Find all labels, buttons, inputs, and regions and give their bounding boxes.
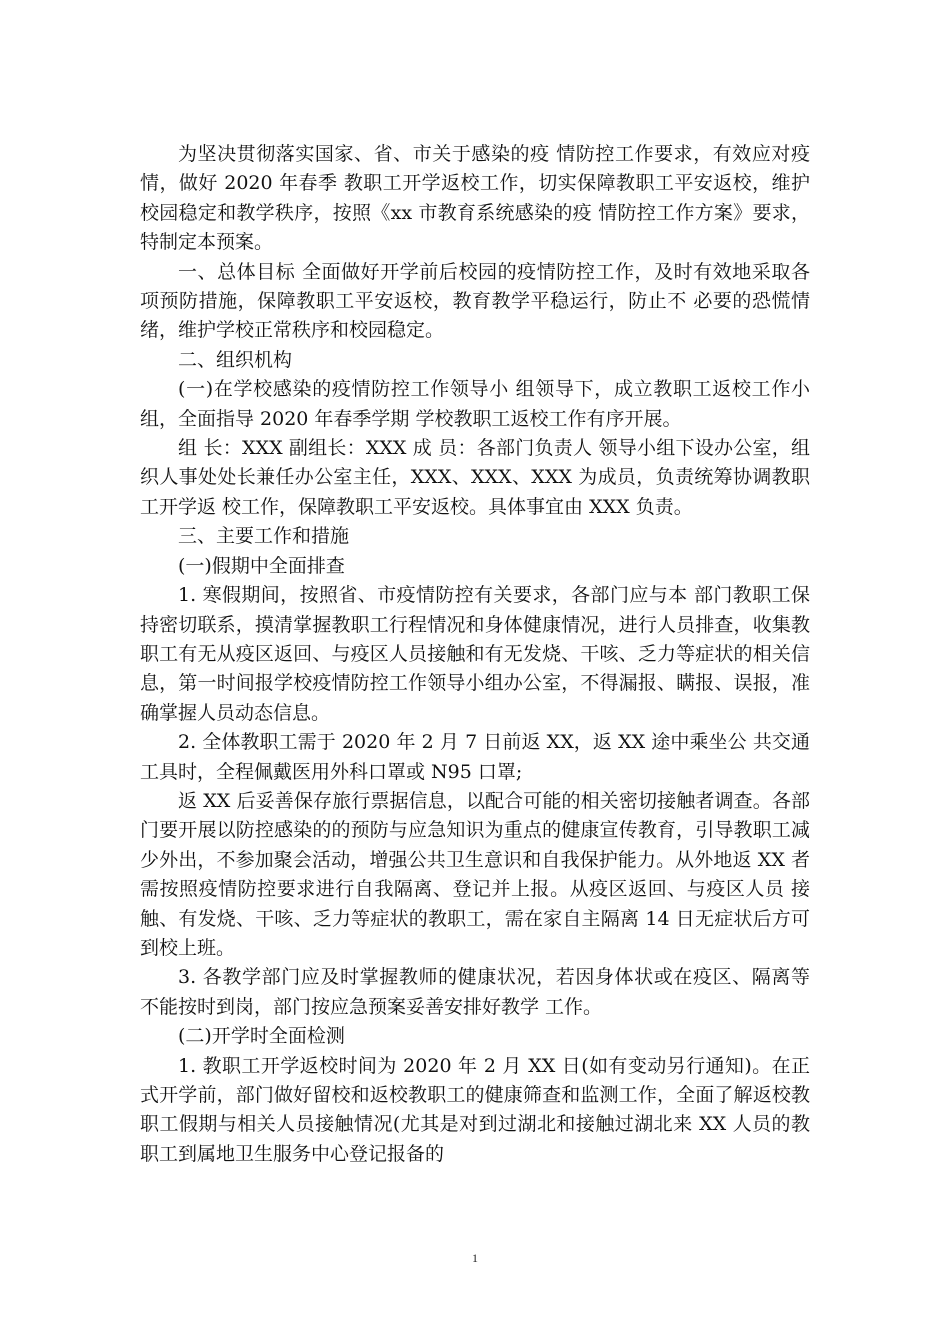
paragraph-item-1: 1. 寒假期间，按照省、市疫情防控有关要求，各部门应与本 部门教职工保持密切联系，摸清掌握教职工行程情况和身体健康情况，进行人员排查，收集教职工有无从疫区返回、与疫区人员接触和有无发烧、干咳、乏力等症状的相关信息，第一时间报学校疫情防控工作领导小组办公室，不得漏报、瞒报、误报，准确掌握人员动态信息。 bbox=[140, 584, 810, 724]
paragraph-school-start-item-1: 1. 教职工开学返校时间为 2020 年 2 月 XX 日(如有变动另行通知)。在正式开学前，部门做好留校和返校教职工的健康筛查和监测工作，全面了解返校教职工假期与相关人员接触情况(尤其是对到过湖北和接触过湖北来 XX 人员的教职工到属地卫生服务中心登记报备的 bbox=[140, 1054, 810, 1165]
section-heading-measures: 三、主要工作和措施 bbox=[178, 525, 350, 548]
document-body bbox=[140, 140, 810, 1169]
paragraph-overall-goal: 一、总体目标 全面做好开学前后校园的疫情防控工作，及时有效地采取各 项预防措施，保障教职工平安返校，教育教学平稳运行，防止不 必要的恐慌情绪，维护学校正常秩序和校园稳定。 bbox=[140, 260, 810, 342]
subsection-heading-school-start-check: (二)开学时全面检测 bbox=[178, 1025, 345, 1048]
subsection-heading-vacation-check: (一)假期中全面排查 bbox=[178, 554, 345, 577]
paragraph-item-3: 3. 各教学部门应及时掌握教师的健康状况，若因身体状或在疫区、隔离等不能按时到岗，部门按应急预案妥善安排好教学 工作。 bbox=[140, 966, 810, 1018]
section-heading-organization: 二、组织机构 bbox=[178, 348, 293, 371]
paragraph-team-members: 组 长：XXX 副组长：XXX 成 员：各部门负责人 领导小组下设办公室，组织人事处处长兼任办公室主任，XXX、XXX、XXX 为成员，负责统筹协调教职工开学返 校工作，保障教职工平安返校。具体事宜由 XXX 负责。 bbox=[140, 437, 810, 518]
paragraph-return-notes: 返 XX 后妥善保存旅行票据信息，以配合可能的相关密切接触者调查。各部门要开展以防控感染的的预防与应急知识为重点的健康宣传教育，引导教职工减少外出，不参加聚会活动，增强公共卫生意识和自我保护能力。从外地返 XX 者需按照疫情防控要求进行自我隔离、登记并上报。从疫区返回、与疫区人员 接触、有发烧、干咳、乏力等症状的教职工，需在家自主隔离 14 日无症状后方可到校上班。 bbox=[140, 789, 810, 959]
paragraph-intro: 为坚决贯彻落实国家、省、市关于感染的疫 情防控工作要求，有效应对疫情，做好 2020 年春季 教职工开学返校工作，切实保障教职工平安返校，维护校园稳定和教学秩序，按照《xx 市教育系统感染的疫 情防控工作方案》要求，特制定本预案。 bbox=[140, 143, 810, 254]
page-number: 1 bbox=[472, 1251, 478, 1265]
paragraph-organization-1: (一)在学校感染的疫情防控工作领导小 组领导下，成立教职工返校工作小组，全面指导 2020 年春季学期 学校教职工返校工作有序开展。 bbox=[140, 378, 810, 430]
paragraph-item-2: 2. 全体教职工需于 2020 年 2 月 7 日前返 XX，返 XX 途中乘坐公 共交通工具时，全程佩戴医用外科口罩或 N95 口罩; bbox=[140, 731, 810, 783]
